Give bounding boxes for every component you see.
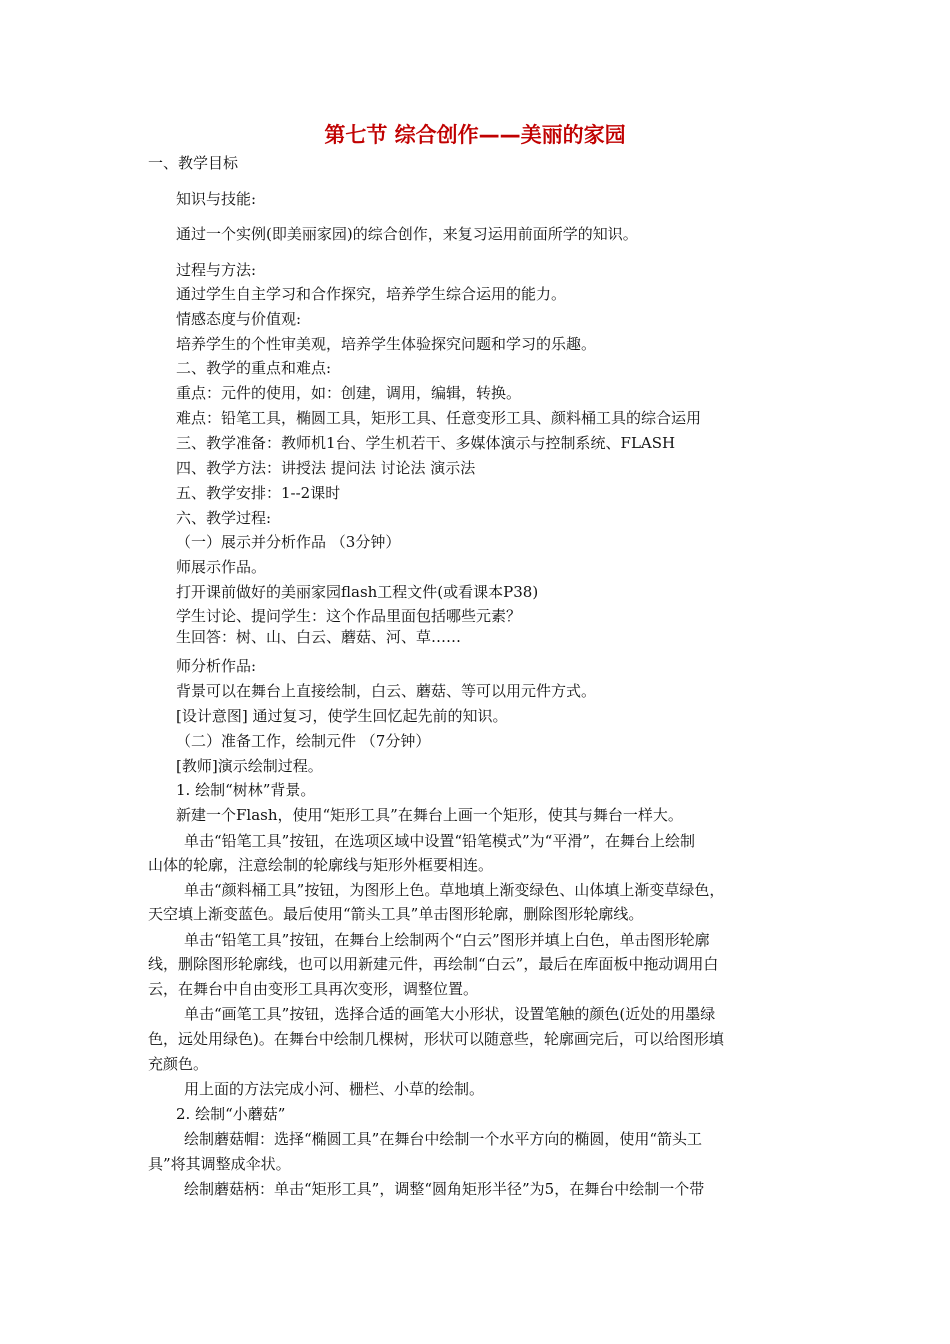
text-line: 三、教学准备：教师机1台、学生机若干、多媒体演示与控制系统、FLASH <box>176 434 676 452</box>
page-title: 第七节 综合创作——美丽的家园 <box>324 123 626 147</box>
text-line: （一）展示并分析作品 （3分钟） <box>176 533 401 551</box>
text-line: 具”将其调整成伞状。 <box>148 1155 291 1173</box>
text-line: 一、教学目标 <box>148 154 239 172</box>
text-line: 色，远处用绿色)。在舞台中绘制几棵树，形状可以随意些，轮廓画完后，可以给图形填 <box>148 1030 724 1048</box>
text-line: 单击“铅笔工具”按钮，在舞台上绘制两个“白云”图形并填上白色，单击图形轮廓 <box>184 931 710 949</box>
text-line: 师分析作品: <box>176 657 257 675</box>
text-line: 背景可以在舞台上直接绘制，白云、蘑菇、等可以用元件方式。 <box>176 682 597 700</box>
text-line: 绘制蘑菇帽：选择“椭圆工具”在舞台中绘制一个水平方向的椭圆，使用“箭头工 <box>184 1130 703 1148</box>
text-line: （二）准备工作，绘制元件 （7分钟） <box>176 732 431 750</box>
text-line: 新建一个Flash，使用“矩形工具”在舞台上画一个矩形，使其与舞台一样大。 <box>176 806 683 824</box>
text-line: 师展示作品。 <box>176 558 267 576</box>
text-line: [教师]演示绘制过程。 <box>176 757 323 775</box>
text-line: 过程与方法: <box>176 261 257 279</box>
text-line: 五、教学安排：1--2课时 <box>176 484 341 502</box>
text-line: 云，在舞台中自由变形工具再次变形，调整位置。 <box>148 980 479 998</box>
text-line: 培养学生的个性审美观，培养学生体验探究问题和学习的乐趣。 <box>176 335 597 353</box>
text-line: [设计意图] 通过复习，使学生回忆起先前的知识。 <box>176 707 508 725</box>
text-line: 生回答：树、山、白云、蘑菇、河、草…… <box>176 628 462 646</box>
text-line: 山体的轮廓，注意绘制的轮廓线与矩形外框要相连。 <box>148 856 494 874</box>
text-line: 通过一个实例(即美丽家园)的综合创作，来复习运用前面所学的知识。 <box>176 225 638 243</box>
text-line: 难点：铅笔工具，椭圆工具，矩形工具、任意变形工具、颜料桶工具的综合运用 <box>176 409 702 427</box>
text-line: 单击“颜料桶工具”按钮，为图形上色。草地填上渐变绿色、山体填上渐变草绿色， <box>184 881 725 899</box>
text-line: 用上面的方法完成小河、栅栏、小草的绘制。 <box>184 1080 485 1098</box>
text-line: 四、教学方法：讲授法 提问法 讨论法 演示法 <box>176 459 476 477</box>
text-line: 绘制蘑菇柄：单击“矩形工具”，调整“圆角矩形半径”为5，在舞台中绘制一个带 <box>184 1180 705 1198</box>
text-line: 重点：元件的使用，如：创建，调用，编辑，转换。 <box>176 384 522 402</box>
text-line: 单击“铅笔工具”按钮，在选项区域中设置“铅笔模式”为“平滑”，在舞台上绘制 <box>184 832 696 850</box>
text-line: 二、教学的重点和难点: <box>176 359 332 377</box>
text-line: 通过学生自主学习和合作探究，培养学生综合运用的能力。 <box>176 285 567 303</box>
text-line: 知识与技能: <box>176 190 257 208</box>
text-line: 打开课前做好的美丽家园flash工程文件(或看课本P38) <box>176 583 539 601</box>
text-line: 线，删除图形轮廓线，也可以用新建元件，再绘制“白云”，最后在库面板中拖动调用白 <box>148 955 719 973</box>
text-line: 单击“画笔工具”按钮，选择合适的画笔大小形状，设置笔触的颜色(近处的用墨绿 <box>184 1005 716 1023</box>
text-line: 六、教学过程: <box>176 509 272 527</box>
text-line: 1. 绘制“树林”背景。 <box>176 781 316 799</box>
text-line: 2. 绘制“小蘑菇” <box>176 1105 286 1123</box>
text-line: 充颜色。 <box>148 1055 209 1073</box>
text-line: 天空填上渐变蓝色。最后使用“箭头工具”单击图形轮廓，删除图形轮廓线。 <box>148 905 644 923</box>
text-line: 情感态度与价值观: <box>176 310 302 328</box>
text-line: 学生讨论、提问学生：这个作品里面包括哪些元素？ <box>176 607 522 625</box>
